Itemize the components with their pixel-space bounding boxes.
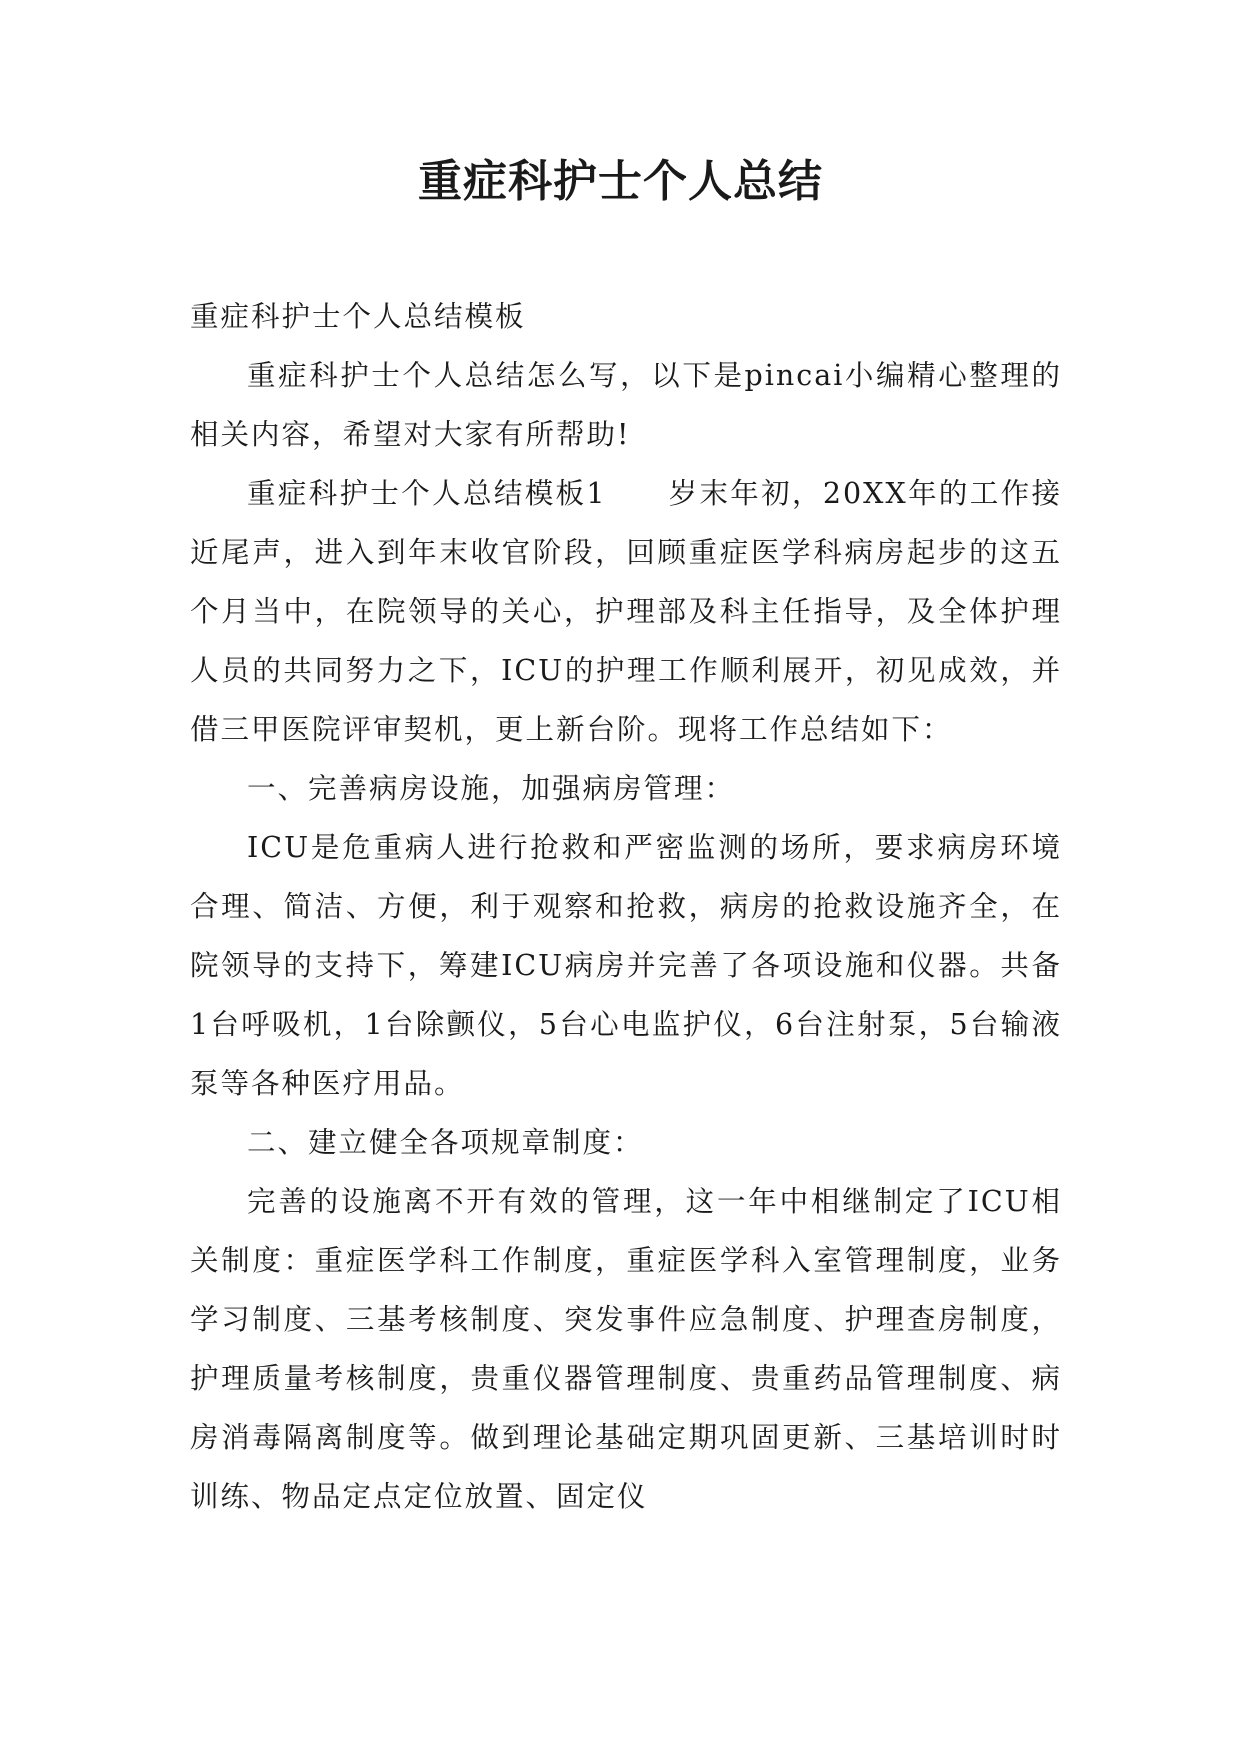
section-heading-2: 二、建立健全各项规章制度： bbox=[247, 1126, 644, 1159]
paragraph-intro: 重症科护士个人总结怎么写，以下是pincai小编精心整理的相关内容，希望对大家有所帮助! bbox=[190, 359, 1062, 451]
document-title: 重症科护士个人总结 bbox=[418, 156, 823, 207]
document-body bbox=[190, 287, 1062, 1526]
paragraph-heading: 重症科护士个人总结模板 bbox=[190, 300, 526, 333]
paragraph-section-1: ICU是危重病人进行抢救和严密监测的场所，要求病房环境合理、简洁、方便，利于观察和抢救，病房的抢救设施齐全，在院领导的支持下，筹建ICU病房并完善了各项设施和仪器。共备1台呼吸机，1台除颤仪，5台心电监护仪，6台注射泵，5台输液泵等各种医疗用品。 bbox=[190, 831, 1062, 1100]
paragraph-summary: 重症科护士个人总结模板1 岁末年初，20XX年的工作接近尾声，进入到年末收官阶段，回顾重症医学科病房起步的这五个月当中，在院领导的关心，护理部及科主任指导，及全体护理人员的共同努力之下，ICU的护理工作顺利展开，初见成效，并借三甲医院评审契机，更上新台阶。现将工作总结如下： bbox=[190, 477, 1062, 746]
section-heading-1: 一、完善病房设施，加强病房管理： bbox=[247, 772, 736, 805]
paragraph-section-2: 完善的设施离不开有效的管理，这一年中相继制定了ICU相关制度：重症医学科工作制度，重症医学科入室管理制度，业务学习制度、三基考核制度、突发事件应急制度、护理查房制度，护理质量考核制度，贵重仪器管理制度、贵重药品管理制度、病房消毒隔离制度等。做到理论基础定期巩固更新、三基培训时时训练、物品定点定位放置、固定仪 bbox=[190, 1185, 1062, 1513]
